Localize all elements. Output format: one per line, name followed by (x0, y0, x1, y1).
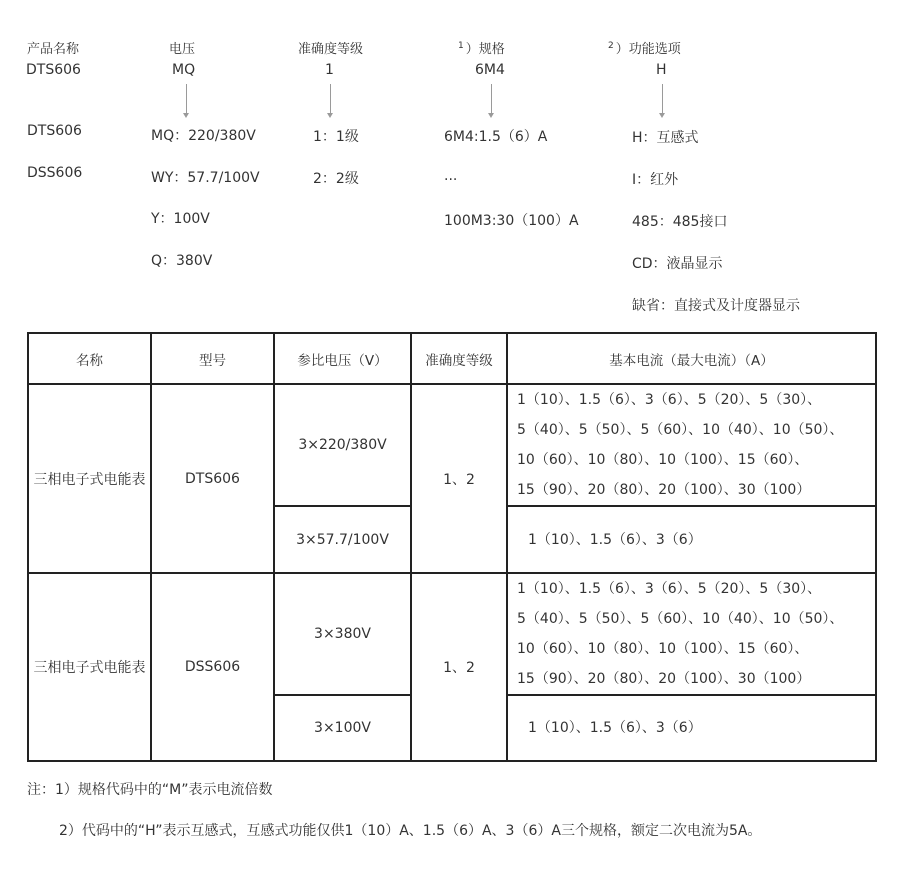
voltage-cell: 3×100V (274, 695, 411, 761)
current-cell (507, 384, 876, 506)
current-line: 10（60）、10（80）、10（100）、15（60）、 (517, 452, 809, 468)
accuracy-option: 2：2级 (313, 171, 359, 187)
accuracy-option: 1：1级 (313, 129, 359, 145)
function-option: 485：485接口 (632, 214, 728, 230)
current-line: 15（90）、20（80）、20（100）、30（100） (517, 482, 811, 498)
product-name-cell: 三相电子式电能表 (28, 384, 151, 573)
footnote-1: 注：1）规格代码中的“M”表示电流倍数 (27, 782, 273, 798)
model-cell: DTS606 (151, 384, 274, 573)
col-header-voltage: 参比电压（V） (274, 333, 411, 384)
model-option: DSS606 (27, 165, 83, 181)
spec-option: ... (444, 168, 458, 184)
current-line: 1（10）、1.5（6）、3（6） (528, 531, 702, 548)
current-line: 15（90）、20（80）、20（100）、30（100） (517, 671, 811, 687)
voltage-option: WY：57.7/100V (151, 170, 260, 186)
voltage-option: Q：380V (151, 253, 213, 269)
table-row (28, 573, 876, 695)
spec-option: 6M4:1.5（6）A (444, 129, 548, 145)
example-spec: 6M4 (475, 62, 505, 78)
model-cell: DSS606 (151, 573, 274, 761)
col-header-name: 名称 (28, 333, 151, 384)
model-option: DTS606 (27, 123, 82, 139)
function-option: 缺省：直接式及计度器显示 (632, 298, 800, 314)
table-header-row (28, 333, 876, 384)
arrow-down-icon (662, 84, 663, 116)
header-spec-sup: 1 (458, 41, 464, 51)
arrow-down-icon (491, 84, 492, 116)
arrow-down-icon (330, 84, 331, 116)
col-header-accuracy: 准确度等级 (411, 333, 507, 384)
header-voltage: 电压 (169, 42, 196, 57)
voltage-cell: 3×57.7/100V (274, 506, 411, 573)
accuracy-cell: 1、2 (411, 573, 507, 761)
header-function-label: ）功能选项 (615, 42, 681, 57)
current-line: 1（10）、1.5（6）、3（6） (528, 720, 702, 736)
col-header-current: 基本电流（最大电流）（A） (507, 333, 876, 384)
product-name-cell: 三相电子式电能表 (28, 573, 151, 761)
current-line: 1（10）、1.5（6）、3（6）、5（20）、5（30）、 (517, 392, 822, 408)
header-function-sup: 2 (608, 41, 614, 51)
arrow-down-icon (186, 84, 187, 116)
current-line: 10（60）、10（80）、10（100）、15（60）、 (517, 641, 809, 657)
header-spec (458, 38, 505, 57)
spec-table (27, 332, 877, 762)
function-option: CD：液晶显示 (632, 256, 723, 272)
function-option: I：红外 (632, 172, 679, 188)
current-line: 5（40）、5（50）、5（60）、10（40）、10（50）、 (517, 422, 844, 438)
voltage-cell: 3×220/380V (274, 384, 411, 506)
footnote-2: 2）代码中的“H”表示互感式，互感式功能仅供1（10）A、1.5（6）A、3（6）A三个规格，额定二次电流为5A。 (59, 823, 762, 839)
current-line: 1（10）、1.5（6）、3（6）、5（20）、5（30）、 (517, 581, 822, 597)
current-cell (507, 695, 876, 761)
header-accuracy: 准确度等级 (298, 42, 364, 57)
example-accuracy: 1 (325, 62, 334, 78)
example-model: DTS606 (26, 62, 81, 78)
header-spec-label: ）规格 (465, 42, 505, 57)
voltage-option: Y：100V (151, 211, 210, 227)
function-option: H：互感式 (632, 130, 699, 146)
header-function (608, 38, 681, 57)
voltage-option: MQ：220/380V (151, 128, 256, 144)
spec-option: 100M3:30（100）A (444, 213, 579, 229)
table-row (28, 384, 876, 506)
col-header-model: 型号 (151, 333, 274, 384)
example-function: H (656, 62, 667, 78)
accuracy-cell: 1、2 (411, 384, 507, 573)
current-cell (507, 506, 876, 573)
header-product-name: 产品名称 (27, 42, 80, 57)
current-line: 5（40）、5（50）、5（60）、10（40）、10（50）、 (517, 611, 844, 627)
voltage-cell: 3×380V (274, 573, 411, 695)
example-voltage: MQ (172, 62, 196, 78)
current-cell (507, 573, 876, 695)
